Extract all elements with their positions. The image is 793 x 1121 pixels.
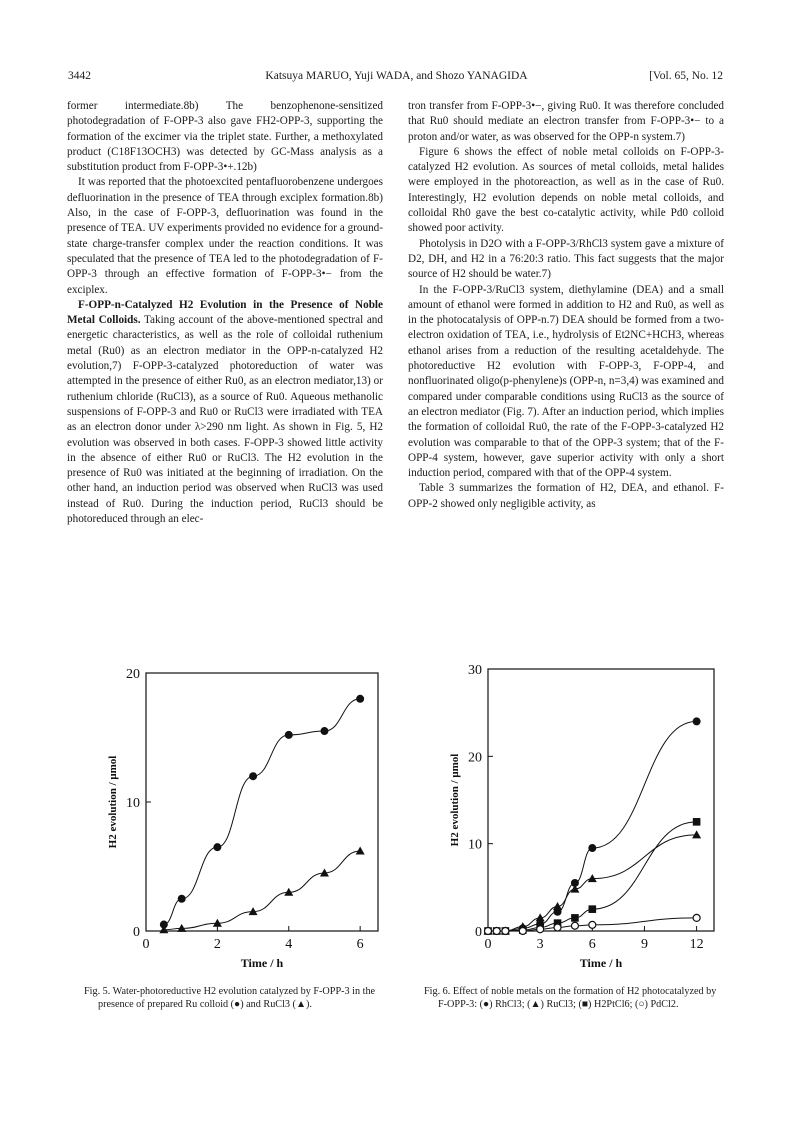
y-axis-label: H2 evolution / μmol — [449, 753, 461, 847]
section-heading: F-OPP-n-Catalyzed H2 Evolution in the Presence of Noble Metal Colloids. — [67, 298, 383, 327]
y-tick-label: 10 — [126, 796, 140, 811]
series-curve — [164, 699, 360, 925]
figure-6-chart — [420, 655, 720, 975]
paragraph: former intermediate.8b) The benzophenone-sensitized photodegradation of F-OPP-3 also gave FH2-OPP-3, supporting the formation of the excimer via the triplet state. Further, a methoxylated product (C18F13OCH3) was detected by GC-Mass analysis as a substitution product from F-OPP-3•+.12b) — [67, 100, 383, 174]
x-tick-label: 9 — [640, 937, 648, 952]
paragraph: Figure 6 shows the effect of noble metal colloids on F-OPP-3-catalyzed H2 evolution. As sources of metal colloids, metal halides were employed in the photoreaction, as well as in the case of Ru0. Interestingly, H2 evolution depends on noble metal colloids, and colloidal Rh0 gave the best co-catalytic activity, while Pd0 colloid showed poor activity. — [408, 145, 724, 235]
data-point-open-circle — [554, 924, 561, 931]
x-tick-label: 2 — [213, 937, 221, 952]
figure-5-chart — [84, 655, 384, 975]
data-point-square — [693, 818, 701, 826]
data-point-circle — [356, 695, 364, 703]
volume-info: [Vol. 65, No. 12 — [649, 70, 723, 82]
data-point-open-circle — [519, 928, 526, 935]
running-header-authors: Katsuya MARUO, Yuji WADA, and Shozo YANAGIDA — [265, 70, 528, 82]
x-axis-label: Time / h — [240, 956, 284, 970]
right-column — [408, 99, 724, 512]
data-point-circle — [320, 727, 328, 735]
y-tick-label: 30 — [468, 663, 482, 678]
x-tick-label: 3 — [536, 937, 544, 952]
data-point-circle — [285, 731, 293, 739]
series-curve — [488, 721, 697, 931]
y-tick-label: 0 — [133, 925, 140, 940]
data-point-circle — [213, 843, 221, 851]
x-tick-label: 0 — [484, 937, 492, 952]
left-column — [67, 99, 383, 527]
figure-5-caption: Fig. 5. Water-photoreductive H2 evolution catalyzed by F-OPP-3 in the presence of prepared Ru colloid (●) and RuCl3 (▲). — [84, 986, 376, 1010]
paragraph: Table 3 summarizes the formation of H2, DEA, and ethanol. F-OPP-2 showed only negligible activity, as — [408, 482, 724, 510]
page-number: 3442 — [68, 70, 91, 82]
paragraph-body: Taking account of the above-mentioned spectral and energetic characteristics, as well as the role of colloidal ruthenium metal (Ru0) as an electron mediator in the OPP-n-catalyzed H2 evolution,7) F-OPP-3-catalyzed photoreduction of water was attempted in the presence of either Ru0, as an electron mediator,13) or ruthenium chloride (RuCl3), as a source of Ru0. Aqueous methanolic suspensions of F-OPP-3 and Ru0 or RuCl3 were irradiated with TEA as an electron donor under λ>290 nm light. As shown in Fig. 5, H2 evolution was observed in both cases. F-OPP-3 showed little activity in the absence of either Ru0 or RuCl3. The H2 evolution in the presence of Ru0 was initiated at the beginning of irradiation. On the other hand, an induction period was observed when RuCl3 was used instead of Ru0. During the induction period, RuCl3 should be photoreduced through an elec- — [67, 314, 383, 526]
data-point-open-circle — [502, 928, 509, 935]
data-point-triangle — [356, 847, 365, 855]
paragraph: In the F-OPP-3/RuCl3 system, diethylamine (DEA) and a small amount of ethanol were formed in addition to H2 and Ru0, as well as in the photocatalysis of OPP-n.7) DEA should be formed from a two-electron oxidation of TEA, i.e., hydrolysis of Et2NC+HCH3, whereas ethanol arises from a reduction of the resulting acetaldehyde. The photoreductive H2 evolution with F-OPP-3, F-OPP-4, and nonfluorinated oligo(p-phenylene)s (OPP-n, n=3,4) was examined and compared under comparable conditions using RuCl3 as the source of an electron mediator (Fig. 7). After an induction period, which implies the formation of colloidal Ru0, the rate of the F-OPP-3-catalyzed H2 evolution was comparable to that of the OPP-3 system; that of the F-OPP-4 system, however, gave superior activity with only a short induction period, compared with that of the OPP-4 system. — [408, 283, 724, 480]
data-point-open-circle — [493, 928, 500, 935]
x-tick-label: 6 — [588, 937, 596, 952]
series-curve — [164, 851, 360, 930]
y-tick-label: 20 — [468, 750, 482, 766]
data-point-circle — [693, 717, 701, 725]
data-point-open-circle — [693, 914, 700, 921]
x-tick-label: 6 — [356, 937, 364, 952]
y-tick-label: 10 — [468, 837, 482, 853]
x-tick-label: 4 — [285, 937, 293, 952]
data-point-open-circle — [571, 922, 578, 929]
x-tick-label: 0 — [142, 937, 150, 952]
data-point-triangle — [692, 830, 701, 838]
paragraph: It was reported that the photoexcited pentafluorobenzene undergoes defluorination in the presence of TEA through exciplex formation.8b) Also, in the case of F-OPP-3, defluorination was found in the presence of TEA. UV experiments provided no evidence for a ground-state charge-transfer complex under the reaction conditions. It was speculated that the presence of TEA led to the photodegradation of F-OPP-3 through an effective formation of F-OPP-3•− from the exciplex. — [67, 176, 383, 296]
data-point-open-circle — [537, 926, 544, 933]
plot-frame — [146, 673, 378, 931]
data-point-circle — [249, 772, 257, 780]
figure-6 — [420, 655, 720, 975]
y-tick-label: 20 — [126, 667, 140, 682]
data-point-open-circle — [589, 921, 596, 928]
figure-6-caption: Fig. 6. Effect of noble metals on the formation of H2 photocatalyzed by F-OPP-3: (●) RhCl3; (▲) RuCl3; (■) H2PtCl6; (○) PdCl2. — [424, 986, 717, 1010]
data-point-square — [571, 914, 579, 922]
plot-frame — [488, 669, 714, 931]
figure-5 — [84, 655, 384, 975]
data-point-open-circle — [485, 928, 492, 935]
y-tick-label: 0 — [475, 925, 482, 940]
paragraph: tron transfer from F-OPP-3•−, giving Ru0. It was therefore concluded that Ru0 should mediate an electron transfer from F-OPP-3•− to a proton and/or water, as was observed for the OPP-n system.7) — [408, 100, 724, 143]
x-axis-label: Time / h — [579, 956, 623, 970]
data-point-circle — [588, 844, 596, 852]
paragraph: Photolysis in D2O with a F-OPP-3/RhCl3 system gave a mixture of D2, DH, and H2 in a 76:20:3 ratio. This fact suggests that the major source of H2 should be water.7) — [408, 237, 724, 281]
x-tick-label: 12 — [689, 937, 704, 952]
paragraph-with-heading — [67, 298, 383, 527]
y-axis-label: H2 evolution / μmol — [107, 755, 119, 849]
data-point-square — [589, 905, 597, 913]
data-point-circle — [178, 895, 186, 903]
